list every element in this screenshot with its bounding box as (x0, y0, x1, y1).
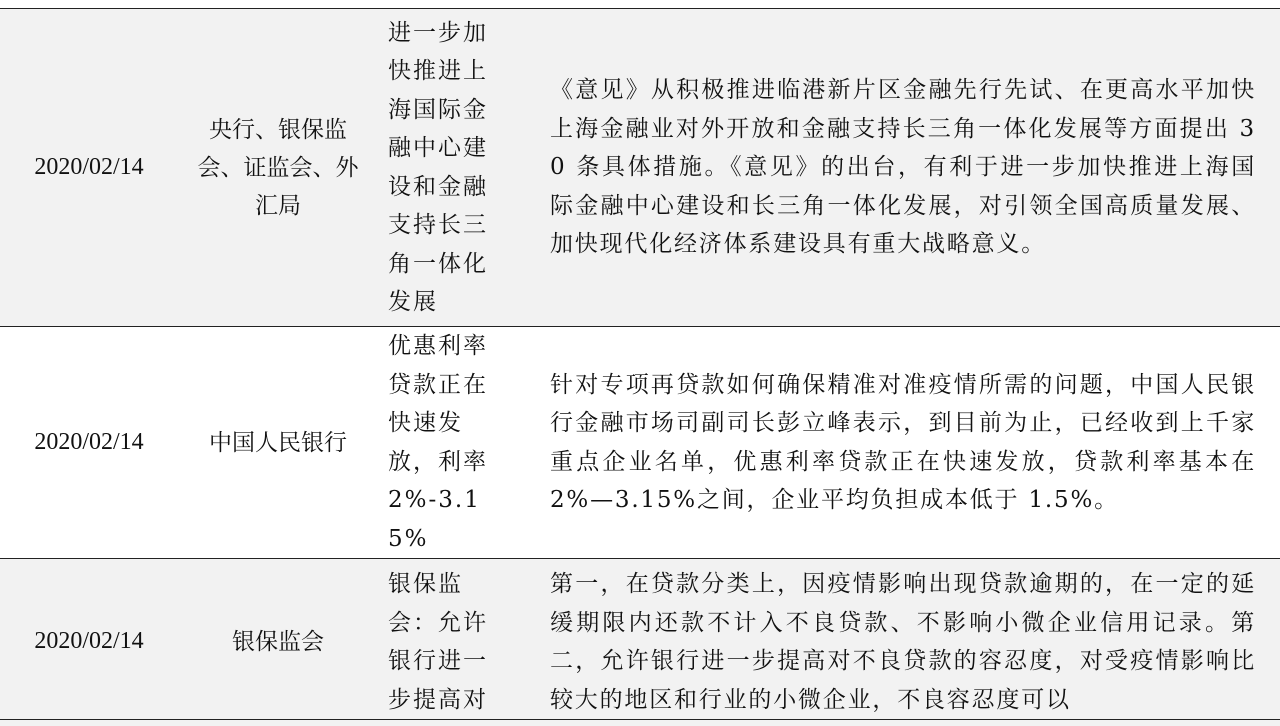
date-cell (0, 559, 178, 726)
date-text: 2020/02/14 (34, 154, 144, 180)
title-cell (388, 9, 512, 326)
department-cell (178, 559, 378, 726)
department-text: 银保监会 (232, 628, 324, 655)
title-cell (388, 327, 512, 558)
content-text: 第一，在贷款分类上，因疫情影响出现贷款逾期的，在一定的延缓期限内还款不计入不良贷款、不影响小微企业信用记录。第二，允许银行进一步提高对不良贷款的容忍度，对受疫情影响比较大的地区和行业的小微企业，不良容忍度可以 (550, 571, 1256, 713)
table-row (0, 558, 1280, 726)
content-text: 《意见》从积极推进临港新片区金融先行先试、在更高水平加快上海金融业对外开放和金融支持长三角一体化发展等方面提出 30 条具体措施。《意见》的出台，有利于进一步加快推进上海国际金融中心建设和长三角一体化发展，对引领全国高质量发展、加快现代化经济体系建设具有重大战略意义。 (550, 77, 1256, 258)
content-cell (550, 559, 1256, 726)
department-text: 中国人民银行 (209, 429, 347, 456)
title-cell (388, 559, 512, 726)
title-text: 优惠利率贷款正在快速发放，利率2%-3.15% (388, 333, 488, 552)
content-cell (550, 9, 1256, 326)
department-cell (178, 327, 378, 558)
title-text: 银保监会：允许银行进一步提高对 (388, 571, 488, 713)
title-text: 进一步加快推进上海国际金融中心建设和金融支持长三角一体化发展 (388, 19, 488, 315)
date-text: 2020/02/14 (34, 628, 144, 654)
date-text: 2020/02/14 (34, 429, 144, 455)
content-cell (550, 327, 1256, 558)
date-cell (0, 9, 178, 326)
department-cell (178, 9, 378, 326)
table-row (0, 326, 1280, 558)
content-text: 针对专项再贷款如何确保精准对准疫情所需的问题，中国人民银行金融市场司副司长彭立峰表示，到目前为止，已经收到上千家重点企业名单，优惠利率贷款正在快速发放，贷款利率基本在 2%—3.15%之间，企业平均负担成本低于 1.5%。 (550, 371, 1256, 513)
department-text: 央行、银保监会、证监会、外汇局 (197, 116, 359, 219)
date-cell (0, 327, 178, 558)
table-row (0, 8, 1280, 326)
